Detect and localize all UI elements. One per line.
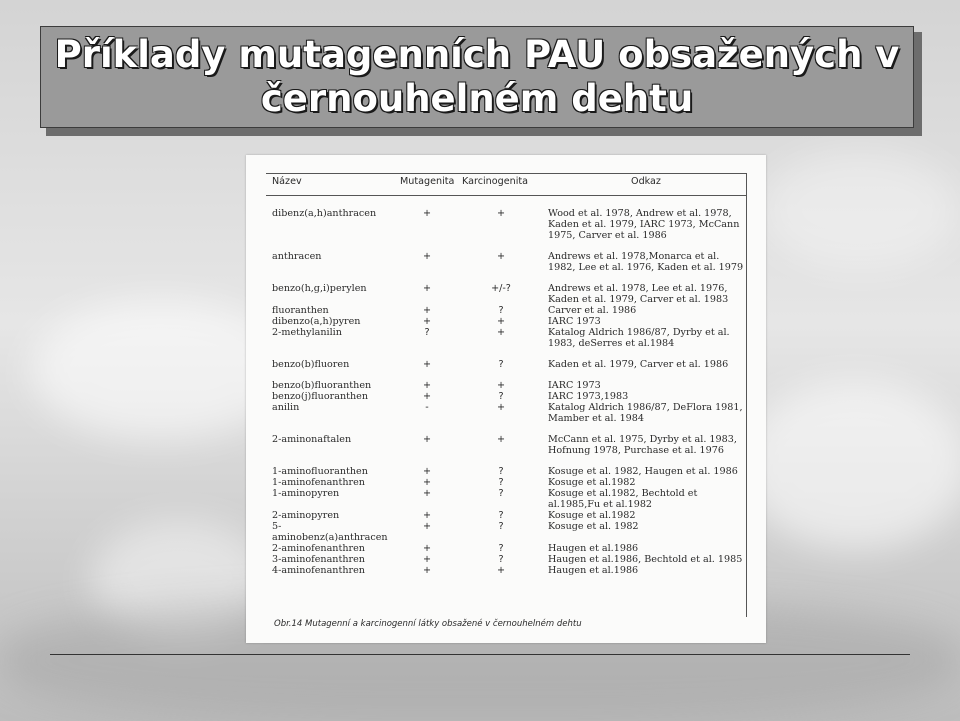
cell-ref: Kosuge et al.1982 <box>548 510 636 521</box>
mutagen-table <box>266 173 746 576</box>
cell-ref: McCann et al. 1975, Dyrby et al. 1983, Hofnung 1978, Purchase et al. 1976 <box>548 434 737 456</box>
table-row <box>266 510 746 521</box>
table-row <box>266 424 746 456</box>
cell-ref: Katalog Aldrich 1986/87, DeFlora 1981, Mamber et al. 1984 <box>548 402 743 424</box>
cell-kar: ? <box>498 305 504 316</box>
cell-name: 2-aminonaftalen <box>272 434 352 445</box>
table-row <box>266 349 746 370</box>
cell-mut: + <box>422 380 432 391</box>
table-row <box>266 370 746 391</box>
cell-kar: + <box>496 316 506 327</box>
cell-name: dibenzo(a,h)pyren <box>272 316 361 327</box>
cell-name: anthracen <box>272 251 322 262</box>
cell-kar: + <box>496 208 506 219</box>
cell-kar: + <box>496 565 506 576</box>
background-cloud <box>740 380 960 550</box>
background-cloud <box>760 150 960 270</box>
cell-name: fluoranthen <box>272 305 329 316</box>
cell-ref: IARC 1973,1983 <box>548 391 629 402</box>
cell-name: benzo(b)fluoren <box>272 359 350 370</box>
table-row <box>266 196 746 242</box>
cell-mut: + <box>422 466 432 477</box>
cell-ref: Kosuge et al. 1982, Haugen et al. 1986 <box>548 466 738 477</box>
cell-ref: Kosuge et al.1982, Bechtold et al.1985,Fu et al.1982 <box>548 488 698 510</box>
cell-ref: Haugen et al.1986, Bechtold et al. 1985 <box>548 554 743 565</box>
cell-ref: IARC 1973 <box>548 316 601 327</box>
cell-kar: ? <box>498 521 504 532</box>
cell-mut: + <box>422 434 432 445</box>
cell-mut: + <box>422 565 432 576</box>
cell-mut: + <box>422 510 432 521</box>
cell-mut: - <box>425 402 429 413</box>
cell-ref: Kaden et al. 1979, Carver et al. 1986 <box>548 359 729 370</box>
table-row <box>266 316 746 327</box>
cell-ref: Haugen et al.1986 <box>548 543 639 554</box>
cell-kar: ? <box>498 477 504 488</box>
cell-kar: + <box>496 434 506 445</box>
cell-kar: ? <box>498 554 504 565</box>
cell-kar: + <box>496 380 506 391</box>
cell-mut: + <box>422 391 432 402</box>
header-name: Název <box>266 174 394 196</box>
cell-name: 2-aminopyren <box>272 510 340 521</box>
cell-ref: Carver et al. 1986 <box>548 305 637 316</box>
cell-kar: ? <box>498 543 504 554</box>
footer-divider <box>50 654 910 655</box>
table-row <box>266 477 746 488</box>
table-row <box>266 305 746 316</box>
table-row <box>266 554 746 565</box>
title-line-2: černouhelném dehtu <box>260 77 694 120</box>
cell-kar: ? <box>498 359 504 370</box>
table-row <box>266 565 746 576</box>
table-row <box>266 273 746 305</box>
cell-kar: ? <box>498 466 504 477</box>
cell-mut: + <box>422 521 432 532</box>
cell-name: 5-aminobenz(a)anthracen <box>272 521 388 543</box>
cell-mut: + <box>422 305 432 316</box>
cell-ref: Kosuge et al.1982 <box>548 477 636 488</box>
slide-title <box>40 26 914 128</box>
cell-name: 2-aminofenanthren <box>272 543 365 554</box>
cell-name: benzo(h,g,i)perylen <box>272 283 367 294</box>
table-right-border <box>746 173 747 617</box>
header-odkaz: Odkaz <box>542 174 746 196</box>
cell-name: anilin <box>272 402 300 413</box>
table-row <box>266 521 746 543</box>
cell-kar: + <box>496 402 506 413</box>
cell-kar: + <box>496 327 506 338</box>
cell-name: benzo(b)fluoranthen <box>272 380 372 391</box>
cell-mut: + <box>422 543 432 554</box>
table-row <box>266 402 746 424</box>
table-caption: Obr.14 Mutagenní a karcinogenní látky obsažené v černouhelném dehtu <box>274 619 582 629</box>
cell-name: 2-methylanilin <box>272 327 342 338</box>
cell-kar: + <box>496 251 506 262</box>
header-karcinogenita: Karcinogenita <box>456 174 542 196</box>
cell-name: benzo(j)fluoranthen <box>272 391 369 402</box>
cell-ref: IARC 1973 <box>548 380 601 391</box>
cell-ref: Katalog Aldrich 1986/87, Dyrby et al. 1983, deSerres et al.1984 <box>548 327 730 349</box>
cell-ref: Wood et al. 1978, Andrew et al. 1978, Kaden et al. 1979, IARC 1973, McCann 1975, Carver et al. 1986 <box>548 208 740 241</box>
scanned-table-image <box>246 155 766 643</box>
table-row <box>266 543 746 554</box>
cell-name: 1-aminofluoranthen <box>272 466 368 477</box>
table-row <box>266 327 746 349</box>
cell-name: dibenz(a,h)anthracen <box>272 208 377 219</box>
table-header-row <box>266 174 746 196</box>
cell-kar: ? <box>498 391 504 402</box>
cell-ref: Haugen et al.1986 <box>548 565 639 576</box>
cell-ref: Kosuge et al. 1982 <box>548 521 639 532</box>
cell-mut: + <box>422 477 432 488</box>
cell-name: 1-aminofenanthren <box>272 477 365 488</box>
cell-kar: ? <box>498 488 504 499</box>
table-row <box>266 456 746 477</box>
cell-kar: +/-? <box>491 283 511 294</box>
cell-mut: + <box>422 316 432 327</box>
cell-name: 4-aminofenanthren <box>272 565 365 576</box>
cell-kar: ? <box>498 510 504 521</box>
cell-mut: + <box>422 251 432 262</box>
cell-mut: ? <box>424 327 430 338</box>
header-mutagenita: Mutagenita <box>394 174 456 196</box>
cell-mut: + <box>422 208 432 219</box>
cell-mut: + <box>422 283 432 294</box>
cell-name: 3-aminofenanthren <box>272 554 365 565</box>
cell-ref: Andrews et al. 1978,Monarca et al. 1982, Lee et al. 1976, Kaden et al. 1979 <box>548 251 744 273</box>
cell-ref: Andrews et al. 1978, Lee et al. 1976, Kaden et al. 1979, Carver et al. 1983 <box>548 283 729 305</box>
cell-mut: + <box>422 359 432 370</box>
table-row <box>266 241 746 273</box>
cell-name: 1-aminopyren <box>272 488 340 499</box>
title-line-1: Příklady mutagenních PAU obsažených v <box>54 33 900 76</box>
cell-mut: + <box>422 488 432 499</box>
table-row <box>266 488 746 510</box>
cell-mut: + <box>422 554 432 565</box>
table-row <box>266 391 746 402</box>
